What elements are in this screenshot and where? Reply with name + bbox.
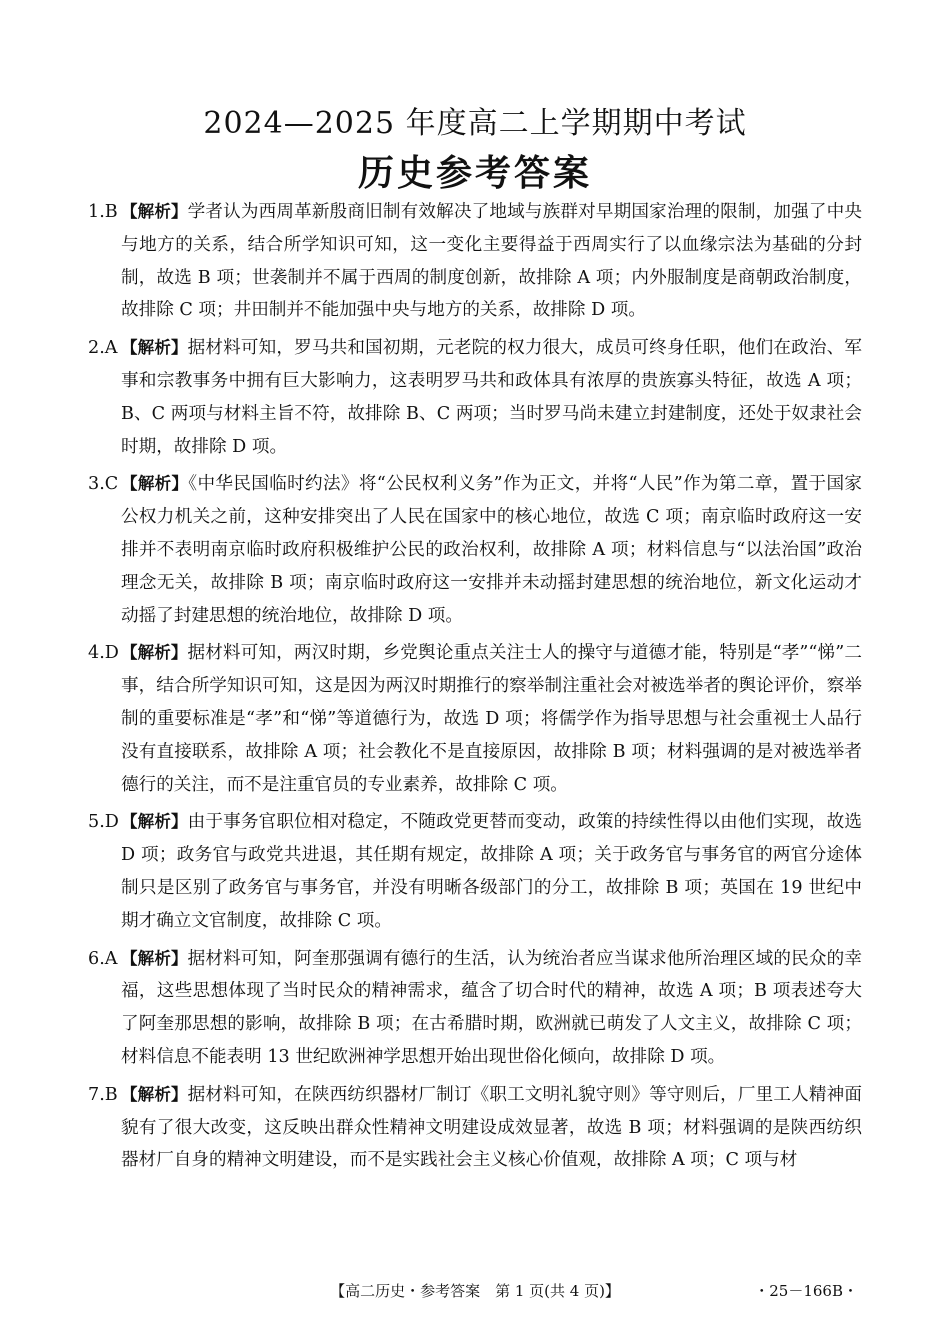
answer-item-3: [88, 468, 862, 632]
question-number: 2.A: [88, 338, 118, 359]
analysis-tag: 【解析】: [121, 338, 188, 358]
document-title: 2024—2025 年度高二上学期期中考试: [203, 106, 747, 141]
analysis-tag: 【解析】: [121, 474, 189, 494]
analysis-text: 由于事务官职位相对稳定，不随政党更替而变动，政策的持续性得以由他们实现，故选 D 项；政务官与政党共进退，其任期有规定，故排除 A 项；关于政务官与事务官的两官分途体制只是区别了政务官与事务官，并没有明晰各级部门的分工，故排除 B 项；英国在 19 世纪中期才确立文官制度，故排除 C 项。: [121, 812, 863, 931]
answer-item-5: [88, 806, 862, 937]
question-number: 5.D: [88, 812, 119, 833]
question-number: 7.B: [88, 1084, 118, 1105]
answer-list: [88, 196, 862, 1182]
question-number: 3.C: [88, 474, 119, 495]
answer-item-6: [88, 943, 862, 1074]
answer-item-1: [88, 196, 862, 327]
document-subtitle: 历史参考答案: [357, 153, 592, 194]
analysis-tag: 【解析】: [121, 202, 188, 221]
question-number: 1.B: [88, 202, 118, 222]
analysis-text: 据材料可知，两汉时期，乡党舆论重点关注士人的操守与道德才能，特别是“孝”“悌”二事，结合所学知识可知，这是因为两汉时期推行的察举制注重社会对被选举者的舆论评价，察举制的重要标准是“孝”和“悌”等道德行为，故选 D 项；将儒学作为指导思想与社会重视士人品行没有直接联系，故排除 A 项；社会教化不是直接原因，故排除 B 项；材料强调的是对被选举者德行的关注，而不是注重官员的专业素养，故排除 C 项。: [121, 643, 863, 795]
analysis-tag: 【解析】: [121, 948, 188, 968]
analysis-tag: 【解析】: [121, 643, 188, 663]
footer-page-info: 【高二历史・参考答案 第 1 页(共 4 页)】: [330, 1282, 620, 1300]
analysis-text: 学者认为西周革新殷商旧制有效解决了地域与族群对早期国家治理的限制，加强了中央与地方的关系，结合所学知识可知，这一变化主要得益于西周实行了以血缘宗法为基础的分封制，故选 B 项；世袭制并不属于西周的制度创新，故排除 A 项；内外服制度是商朝政治制度，故排除 C 项；井田制并不能加强中央与地方的关系，故排除 D 项。: [121, 202, 863, 321]
answer-item-2: [88, 332, 862, 463]
analysis-text: 据材料可知，在陕西纺织器材厂制订《职工文明礼貌守则》等守则后，厂里工人精神面貌有了很大改变，这反映出群众性精神文明建设成效显著，故选 B 项；材料强调的是陕西纺织器材厂自身的精神文明建设，而不是实践社会主义核心价值观，故排除 A 项；C 项与材: [121, 1084, 863, 1171]
answer-item-4: [88, 637, 862, 801]
analysis-tag: 【解析】: [121, 1084, 188, 1104]
page-footer: [0, 1280, 950, 1304]
analysis-text: 据材料可知，罗马共和国初期，元老院的权力很大，成员可终身任职，他们在政治、军事和宗教事务中拥有巨大影响力，这表明罗马共和政体具有浓厚的贵族寡头特征，故选 A 项；B、C 两项与材料主旨不符，故排除 B、C 两项；当时罗马尚未建立封建制度，还处于奴隶社会时期，故排除 D 项。: [121, 338, 863, 457]
footer-code: ・25－166B・: [754, 1282, 858, 1300]
analysis-text: 据材料可知，阿奎那强调有德行的生活，认为统治者应当谋求他所治理区域的民众的幸福，这些思想体现了当时民众的精神需求，蕴含了切合时代的精神，故选 A 项；B 项表述夸大了阿奎那思想的影响，故排除 B 项；在古希腊时期，欧洲就已萌发了人文主义，故排除 C 项；材料信息不能表明 13 世纪欧洲神学思想开始出现世俗化倾向，故排除 D 项。: [121, 948, 863, 1067]
question-number: 6.A: [88, 948, 118, 969]
question-number: 4.D: [88, 643, 119, 664]
analysis-tag: 【解析】: [121, 812, 188, 832]
answer-item-7: [88, 1079, 862, 1177]
analysis-text: 《中华民国临时约法》将“公民权利义务”作为正文，并将“人民”作为第二章，置于国家公权力机关之前，这种安排突出了人民在国家中的核心地位，故选 C 项；南京临时政府这一安排并不表明南京临时政府积极维护公民的政治权利，故排除 A 项；材料信息与“以法治国”政治理念无关，故排除 B 项；南京临时政府这一安排并未动摇封建思想的统治地位，新文化运动才动摇了封建思想的统治地位，故排除 D 项。: [121, 474, 862, 626]
